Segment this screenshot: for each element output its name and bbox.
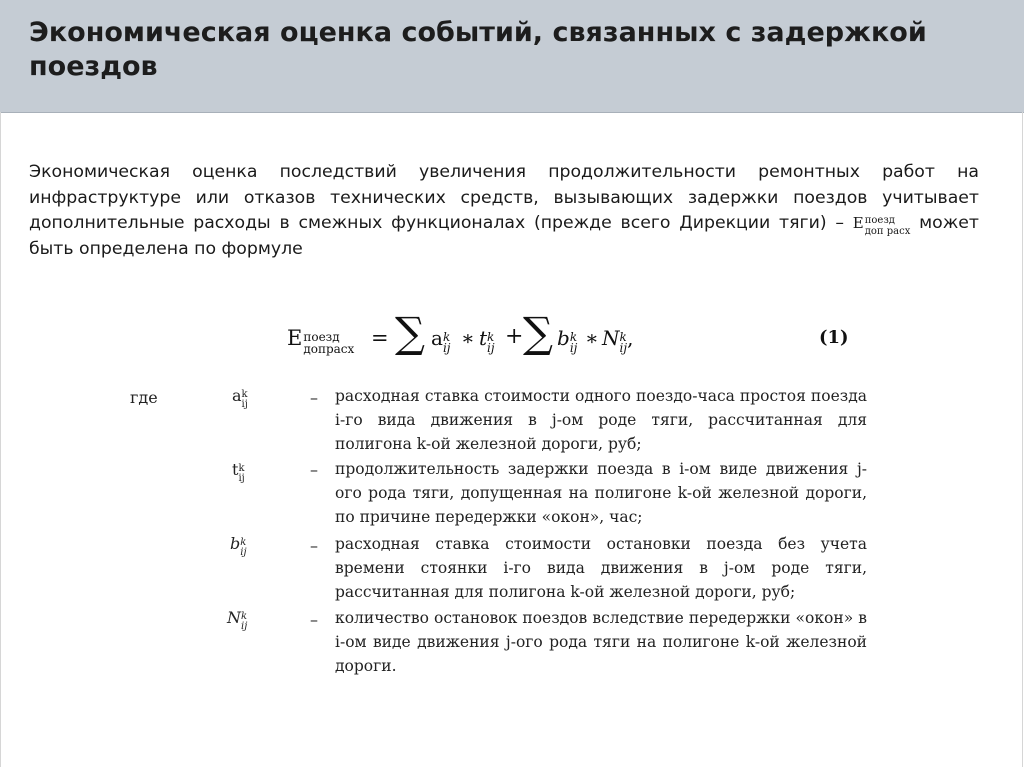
def-text-t: продолжительность задержки поезда в i-ом виде движения j-ого рода тяги, допущенная на полигоне k-ой железной дороги, по причине передержки «окон», час; (335, 460, 867, 527)
formula-lhs (287, 326, 354, 355)
def-b-sub: ij (240, 547, 247, 558)
term-t-sub: ij (487, 341, 495, 355)
term-n-indices (620, 332, 628, 354)
intro-symbol-sub: доп расх (864, 226, 911, 237)
def-text-n: количество остановок поездов вследствие передержки «окон» в i-ом виде движения j-ого рода тяги на полигоне k-ой железной дороги. (335, 609, 867, 676)
def-symbol-a (232, 386, 248, 410)
formula-times-2: ∗ (585, 326, 599, 350)
def-a-sub: ij (241, 399, 248, 410)
def-symbol-n (227, 608, 247, 632)
def-dash-t: – (310, 460, 318, 479)
formula-plus: + (505, 324, 524, 349)
formula-term-a (431, 326, 451, 354)
intro-text-after: может быть определена по формуле (29, 213, 979, 259)
formula-sigma-1: ∑ (395, 308, 425, 357)
term-t-indices (487, 332, 495, 354)
def-dash-a: – (310, 388, 318, 407)
intro-symbol-indices (865, 215, 911, 237)
def-b-sup: k (240, 537, 247, 548)
term-n-base: N (602, 326, 620, 350)
left-border (0, 112, 1, 767)
formula-lhs-symbol: Е (287, 326, 303, 350)
term-t-sup: k (487, 330, 495, 344)
term-a-indices (443, 332, 451, 354)
right-border (1022, 112, 1023, 767)
formula-comma: , (627, 326, 634, 350)
def-n-indices (241, 612, 247, 632)
term-n-sub: ij (619, 341, 628, 355)
def-a-sup: k (241, 389, 248, 400)
intro-symbol-sup: поезд (864, 215, 895, 226)
def-text-a: расходная ставка стоимости одного поездо-часа простоя поезда i-го вида движения в j-ом роде тяги, рассчитанная для полигона k-ой железной дороги, руб; (335, 387, 867, 454)
def-t-base: t (232, 460, 239, 479)
def-dash-b: – (310, 536, 318, 555)
term-b-sup: k (569, 330, 578, 344)
term-a-base: a (431, 326, 443, 350)
def-symbol-b (230, 534, 247, 558)
formula-sigma-2: ∑ (523, 308, 553, 357)
term-b-base: b (557, 326, 570, 350)
def-n-base: N (227, 608, 241, 627)
intro-paragraph (29, 160, 979, 263)
where-label: где (130, 388, 158, 407)
term-b-sub: ij (569, 341, 578, 355)
term-a-sub: ij (442, 341, 451, 355)
term-t-base: t (479, 326, 488, 350)
slide-title: Экономическая оценка событий, связанных с задержкой поездов (29, 17, 927, 82)
def-b-base: b (230, 534, 241, 553)
formula-lhs-sup: поезд (303, 330, 340, 344)
term-a-sup: k (442, 330, 451, 344)
formula-term-t (479, 326, 495, 354)
def-t-indices (238, 464, 244, 484)
def-b-indices (240, 538, 246, 558)
slide-header (0, 0, 1024, 113)
formula-1 (287, 308, 849, 366)
formula-equals: = (371, 326, 389, 350)
intro-symbol: Е (852, 214, 864, 232)
intro-text-before: Экономическая оценка последствий увеличения продолжительности ремонтных работ на инфраструктуре или отказов технических средств, вызывающих задержки поездов учитывает дополнительные расходы в смежных функционалах (прежде всего Дирекции тяги) – (29, 162, 979, 233)
formula-lhs-sub: допрасх (303, 342, 355, 356)
def-symbol-t (232, 460, 245, 484)
formula-term-b (557, 326, 577, 354)
def-text-b: расходная ставка стоимости остановки поезда без учета времени стоянки i-го вида движения в j-ом роде тяги, рассчитанная для полигона k-ой железной дороги, руб; (335, 535, 867, 602)
def-dash-n: – (310, 610, 318, 629)
def-n-sub: ij (241, 621, 248, 632)
term-n-sup: k (619, 330, 627, 344)
def-t-sub: ij (238, 473, 245, 484)
formula-times-1: ∗ (461, 326, 475, 350)
def-a-base: a (232, 386, 242, 405)
def-a-indices (242, 390, 248, 410)
formula-lhs-indices (303, 331, 354, 355)
def-t-sup: k (238, 463, 245, 474)
formula-number: (1) (819, 327, 849, 348)
formula-term-n (602, 326, 633, 354)
def-n-sup: k (241, 611, 248, 622)
term-b-indices (570, 332, 578, 354)
